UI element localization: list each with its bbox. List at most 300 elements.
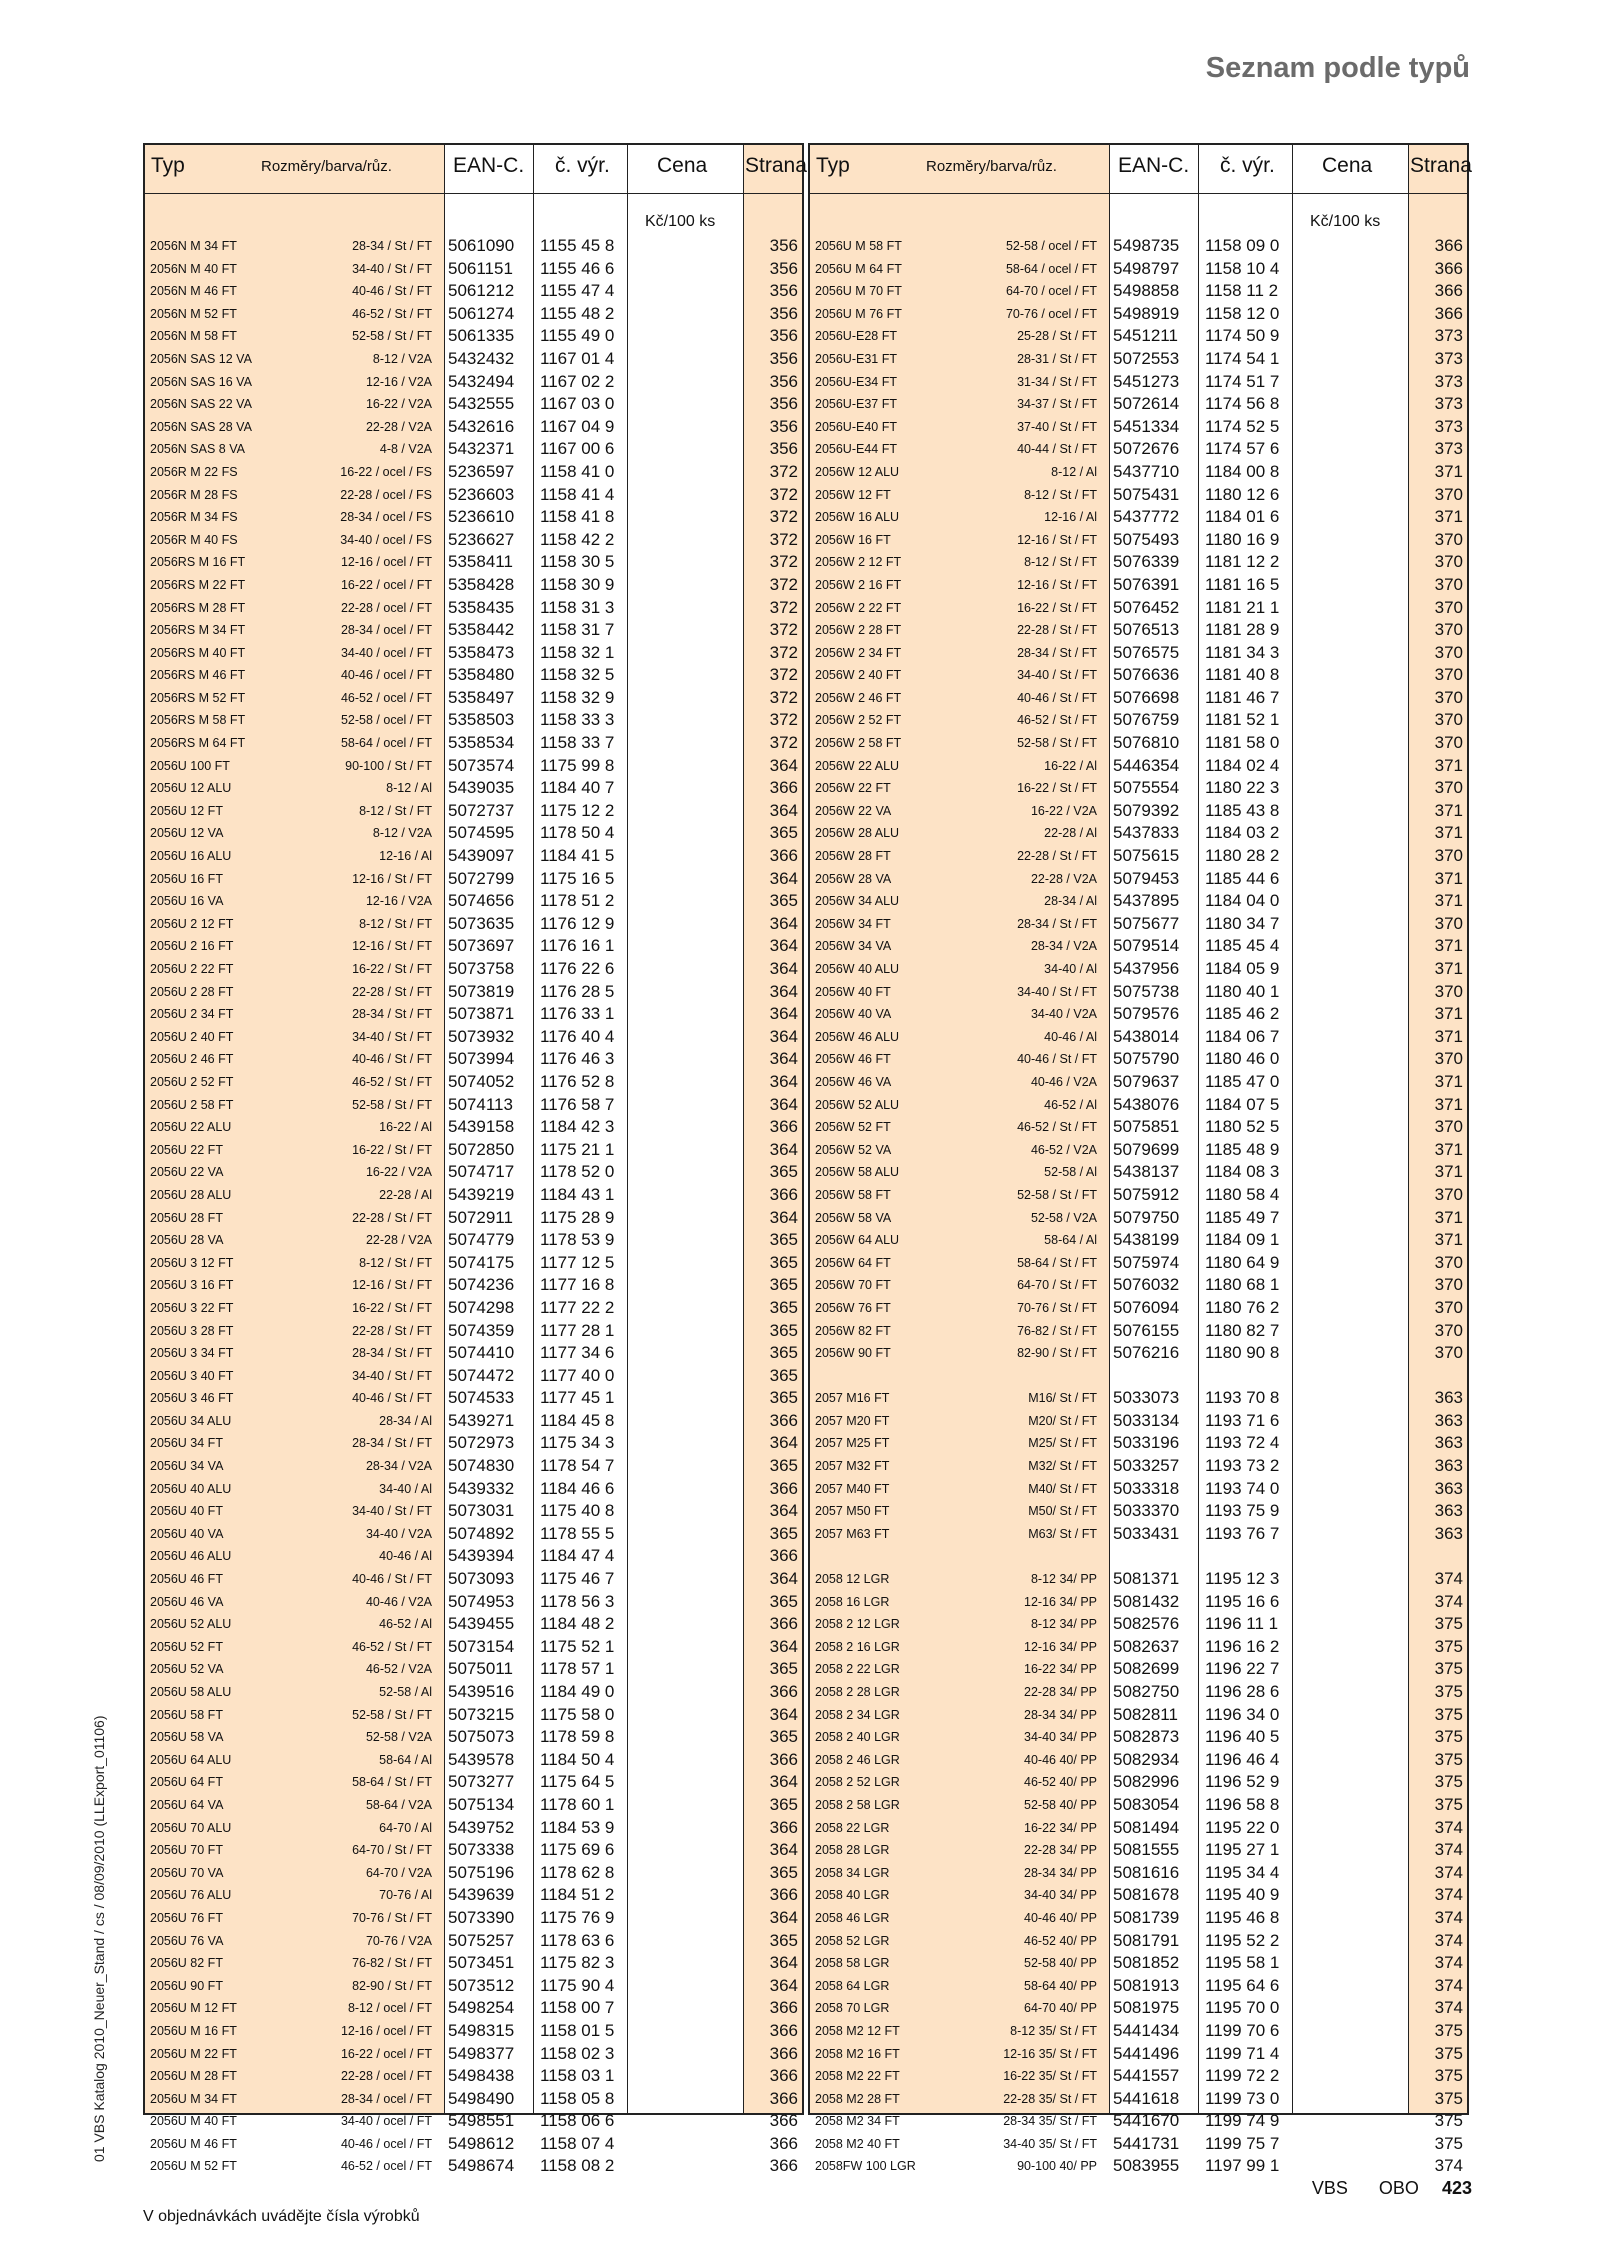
cell-cislo: 1185 45 4 — [1205, 936, 1280, 956]
table-row — [810, 1297, 1467, 1320]
cell-cislo: 1158 30 9 — [540, 574, 615, 594]
cell-typ: 2056U 22 VA — [150, 1165, 224, 1180]
cell-ean: 5073994 — [448, 1049, 515, 1069]
cell-ean: 5074113 — [448, 1094, 513, 1114]
cell-strana: 372 — [769, 574, 798, 594]
cell-ean: 5076094 — [1113, 1297, 1180, 1317]
header-typ: Typ — [151, 154, 185, 177]
cell-cislo: 1176 28 5 — [540, 981, 615, 1001]
cell-cislo: 1158 12 0 — [1205, 303, 1280, 323]
table-row — [145, 1975, 802, 1998]
cell-rozmery: 40-46 / St / FT — [1017, 1052, 1097, 1067]
cell-ean: 5439455 — [448, 1614, 515, 1634]
cell-cislo: 1180 40 1 — [1205, 981, 1280, 1001]
cell-rozmery: 82-90 / St / FT — [1017, 1346, 1097, 1361]
cell-typ: 2056W 64 FT — [815, 1255, 891, 1270]
cell-cislo: 1184 49 0 — [540, 1682, 615, 1701]
cell-cislo: 1184 09 1 — [1205, 1230, 1280, 1250]
header-cena: Cena — [1322, 154, 1373, 177]
cell-strana: 375 — [1434, 2088, 1463, 2108]
header-rozmery: Rozměry/barva/růz. — [926, 158, 1057, 175]
cell-strana: 371 — [1434, 1139, 1463, 1159]
cell-cislo: 1158 11 2 — [1205, 281, 1279, 301]
table-row — [145, 1794, 802, 1817]
table-row — [810, 280, 1467, 303]
header-typ: Typ — [816, 154, 850, 177]
cell-rozmery: 12-16 / St / FT — [352, 939, 432, 954]
cell-typ: 2056U M 34 FT — [150, 2091, 237, 2106]
cell-ean: 5358480 — [448, 665, 515, 685]
table-row — [145, 2110, 802, 2133]
cell-typ: 2058 52 LGR — [815, 1933, 890, 1948]
cell-rozmery: 52-58 / St / FT — [1017, 736, 1097, 751]
cell-typ: 2056U 34 VA — [150, 1459, 224, 1474]
cell-cislo: 1175 46 7 — [540, 1569, 615, 1589]
header-ean: EAN-C. — [1118, 154, 1190, 177]
cell-rozmery: 12-16 35/ St / FT — [1003, 2046, 1097, 2061]
cell-rozmery: 12-16 / V2A — [365, 894, 432, 909]
cell-cislo: 1185 43 8 — [1205, 800, 1280, 820]
cell-ean: 5075134 — [448, 1794, 515, 1814]
cell-ean: 5076339 — [1113, 552, 1180, 572]
cell-cislo: 1184 03 2 — [1205, 823, 1280, 843]
cell-cislo: 1176 22 6 — [540, 959, 615, 978]
cell-strana: 372 — [769, 665, 798, 685]
cell-cislo: 1158 06 6 — [540, 2111, 615, 2131]
table-row — [810, 1817, 1467, 1840]
cell-ean: 5073871 — [448, 1004, 515, 1024]
table-row — [810, 800, 1467, 823]
cell-ean: 5076216 — [1113, 1343, 1180, 1363]
cell-rozmery: 76-82 / St / FT — [352, 1956, 432, 1971]
cell-rozmery: 58-64 / ocel / FT — [340, 736, 432, 751]
cell-typ: 2056R M 40 FS — [150, 532, 238, 547]
cell-strana: 364 — [769, 1953, 798, 1973]
cell-typ: 2056U 12 VA — [150, 826, 224, 841]
cell-strana: 366 — [769, 1184, 798, 1204]
cell-ean: 5236610 — [448, 507, 515, 527]
cell-ean: 5082750 — [1113, 1682, 1180, 1701]
cell-strana: 375 — [1434, 1727, 1463, 1747]
cell-cislo: 1175 64 5 — [540, 1772, 615, 1792]
cell-typ: 2056U 28 ALU — [150, 1187, 232, 1202]
cell-cislo: 1177 16 8 — [540, 1275, 615, 1295]
cell-rozmery: 52-58 / Al — [379, 1685, 432, 1699]
cell-strana: 366 — [769, 2111, 798, 2131]
cell-rozmery: 25-28 / St / FT — [1017, 329, 1097, 344]
cell-cislo: 1174 54 1 — [1205, 348, 1280, 368]
table-row — [145, 1297, 802, 1320]
cell-strana: 363 — [1434, 1523, 1463, 1543]
table-row — [810, 506, 1467, 529]
cell-typ: 2056U 16 FT — [150, 871, 223, 886]
cell-typ: 2056W 2 52 FT — [815, 713, 902, 728]
cell-strana: 370 — [1434, 710, 1463, 730]
cell-rozmery: M50/ St / FT — [1028, 1504, 1097, 1519]
cell-cislo: 1196 16 2 — [1205, 1636, 1280, 1656]
cell-strana: 373 — [1434, 326, 1463, 346]
table-row — [810, 1320, 1467, 1343]
cell-cislo: 1158 33 7 — [540, 733, 615, 753]
cell-cislo: 1195 12 3 — [1205, 1569, 1280, 1589]
cell-typ: 2056W 52 ALU — [815, 1097, 900, 1112]
table-row — [810, 1229, 1467, 1252]
cell-ean: 5081913 — [1113, 1975, 1180, 1995]
table-row — [145, 280, 802, 303]
cell-strana: 371 — [1434, 461, 1463, 481]
cell-ean: 5441557 — [1113, 2066, 1180, 2086]
cell-cislo: 1174 51 7 — [1205, 371, 1280, 391]
cell-rozmery: 22-28 / V2A — [365, 419, 432, 434]
table-row — [145, 1094, 802, 1117]
table-row — [810, 2020, 1467, 2043]
cell-typ: 2058 12 LGR — [815, 1572, 890, 1587]
cell-strana: 375 — [1434, 2020, 1463, 2040]
cell-rozmery: 34-40 34/ PP — [1024, 1888, 1097, 1903]
cell-cislo: 1181 12 2 — [1205, 552, 1280, 572]
cell-typ: 2056RS M 34 FT — [150, 623, 246, 638]
cell-strana: 365 — [769, 823, 798, 843]
cell-ean: 5081494 — [1113, 1817, 1180, 1837]
cell-typ: 2058 2 46 LGR — [815, 1752, 900, 1767]
cell-typ: 2058 2 22 LGR — [815, 1662, 900, 1677]
cell-ean: 5033370 — [1113, 1501, 1180, 1521]
cell-cislo: 1176 16 1 — [540, 936, 615, 956]
cell-cislo: 1178 63 6 — [540, 1930, 615, 1950]
table-row — [145, 1048, 802, 1071]
cell-strana: 371 — [1434, 936, 1463, 956]
cell-ean: 5073338 — [448, 1840, 515, 1860]
table-row — [145, 1320, 802, 1343]
cell-ean: 5439639 — [448, 1885, 515, 1905]
cell-ean: 5074953 — [448, 1591, 515, 1611]
cell-strana: 365 — [769, 1388, 798, 1408]
cell-typ: 2056N M 34 FT — [150, 239, 237, 253]
rows-left — [145, 235, 802, 2178]
cell-cislo: 1176 40 4 — [540, 1026, 615, 1046]
cell-ean: 5075554 — [1113, 778, 1180, 798]
cell-strana: 371 — [1434, 1230, 1463, 1250]
cell-strana: 371 — [1434, 868, 1463, 888]
cell-cislo: 1158 30 5 — [540, 552, 615, 572]
cell-ean: 5075738 — [1113, 981, 1180, 1001]
cell-rozmery: 8-12 / ocel / FT — [347, 2001, 432, 2016]
cell-rozmery: 8-12 / V2A — [372, 826, 432, 841]
cell-strana: 366 — [769, 778, 798, 798]
cell-rozmery: 8-12 / St / FT — [1024, 555, 1097, 570]
table-row — [145, 687, 802, 710]
table-row — [810, 619, 1467, 642]
table-row — [145, 1749, 802, 1772]
cell-typ: 2056U M 58 FT — [815, 239, 902, 253]
table-row — [810, 732, 1467, 755]
cell-cislo: 1178 62 8 — [540, 1862, 615, 1882]
cell-typ: 2056N M 46 FT — [150, 284, 237, 299]
cell-cislo: 1184 50 4 — [540, 1749, 615, 1769]
cell-cislo: 1180 22 3 — [1205, 778, 1280, 798]
cell-rozmery: 46-52 / St / FT — [1017, 713, 1097, 728]
cell-rozmery: 22-28 / St / FT — [1017, 623, 1097, 638]
cell-rozmery: M20/ St / FT — [1028, 1413, 1097, 1428]
cell-ean: 5033073 — [1113, 1388, 1180, 1408]
cell-strana: 370 — [1434, 687, 1463, 707]
table-row — [810, 981, 1467, 1004]
cell-ean: 5076575 — [1113, 642, 1180, 662]
cell-typ: 2056W 2 22 FT — [815, 600, 902, 615]
cell-rozmery: 40-46 40/ PP — [1024, 1752, 1097, 1767]
cell-typ: 2058 2 34 LGR — [815, 1707, 900, 1722]
cell-strana: 375 — [1434, 2043, 1463, 2063]
cell-cislo: 1158 42 2 — [540, 529, 615, 549]
cell-strana: 363 — [1434, 1478, 1463, 1498]
cell-cislo: 1195 70 0 — [1205, 1998, 1280, 2018]
cell-cislo: 1180 64 9 — [1205, 1252, 1280, 1272]
cell-typ: 2056W 22 ALU — [815, 758, 900, 773]
cell-strana: 374 — [1434, 2156, 1463, 2176]
cell-cislo: 1177 12 5 — [540, 1252, 615, 1272]
cell-ean: 5061151 — [448, 258, 513, 278]
cell-strana: 370 — [1434, 1275, 1463, 1295]
cell-typ: 2056N SAS 8 VA — [150, 442, 245, 457]
table-row — [810, 913, 1467, 936]
cell-rozmery: 40-46 / V2A — [1030, 1074, 1097, 1089]
cell-rozmery: 12-16 / St / FT — [1017, 532, 1097, 547]
cell-rozmery: 46-52 / ocel / FT — [340, 2159, 432, 2174]
table-row — [145, 664, 802, 687]
table-row — [810, 1568, 1467, 1591]
cell-ean: 5451211 — [1113, 326, 1178, 346]
cell-rozmery: 28-34 34/ PP — [1024, 1707, 1097, 1722]
cell-strana: 373 — [1434, 394, 1463, 414]
table-row — [810, 529, 1467, 552]
cell-ean: 5236627 — [448, 529, 515, 549]
cell-rozmery: 16-22 34/ PP — [1024, 1820, 1097, 1835]
cell-typ: 2058 2 28 LGR — [815, 1685, 900, 1699]
cell-typ: 2056U 3 46 FT — [150, 1391, 234, 1406]
table-row — [810, 1365, 1467, 1388]
cell-ean: 5081555 — [1113, 1840, 1180, 1860]
cell-typ: 2056U M 46 FT — [150, 2136, 237, 2151]
cell-ean: 5498919 — [1113, 303, 1180, 323]
cell-strana: 371 — [1434, 755, 1463, 775]
table-row — [145, 393, 802, 416]
table-row — [145, 1342, 802, 1365]
cell-rozmery: 16-22 / ocel / FT — [340, 577, 432, 592]
cell-cislo: 1155 45 8 — [540, 236, 615, 255]
cell-rozmery: 64-70 / Al — [379, 1820, 432, 1835]
table-row — [145, 1432, 802, 1455]
cell-typ: 2056U 22 FT — [150, 1142, 223, 1157]
cell-cislo: 1158 07 4 — [540, 2133, 615, 2153]
table-row — [145, 235, 802, 258]
cell-ean: 5358534 — [448, 733, 515, 753]
cell-strana: 374 — [1434, 1907, 1463, 1927]
cell-strana: 364 — [769, 755, 798, 775]
cell-strana: 365 — [769, 1727, 798, 1747]
cell-ean: 5083955 — [1113, 2156, 1180, 2176]
cell-rozmery: 40-46 / Al — [379, 1549, 432, 1564]
cell-cislo: 1178 53 9 — [540, 1230, 615, 1250]
cell-strana: 356 — [769, 236, 798, 255]
table-row — [145, 1636, 802, 1659]
cell-rozmery: 28-34 / St / FT — [352, 1007, 432, 1022]
cell-ean: 5439271 — [448, 1410, 515, 1430]
cell-rozmery: 12-16 / St / FT — [1017, 577, 1097, 592]
cell-ean: 5033257 — [1113, 1456, 1180, 1476]
cell-rozmery: 64-70 40/ PP — [1024, 2001, 1097, 2016]
cell-typ: 2056U 40 FT — [150, 1504, 223, 1519]
table-row — [810, 642, 1467, 665]
cell-typ: 2056W 70 FT — [815, 1278, 891, 1293]
cell-typ: 2056W 40 ALU — [815, 962, 900, 976]
cell-typ: 2058 16 LGR — [815, 1594, 890, 1609]
cell-strana: 356 — [769, 348, 798, 368]
cell-typ: 2056R M 28 FS — [150, 487, 238, 502]
table-row — [810, 1884, 1467, 1907]
cell-strana: 372 — [769, 597, 798, 617]
cell-cislo: 1193 76 7 — [1205, 1523, 1280, 1543]
cell-rozmery: 52-58 / V2A — [1030, 1210, 1097, 1225]
cell-strana: 365 — [769, 1297, 798, 1317]
cell-typ: 2056U 40 VA — [150, 1526, 224, 1541]
cell-strana: 364 — [769, 1071, 798, 1091]
cell-rozmery: 34-40 / ocel / FT — [340, 2114, 432, 2129]
cell-strana: 356 — [769, 326, 798, 346]
cell-strana: 374 — [1434, 1569, 1463, 1589]
cell-typ: 2056W 52 FT — [815, 1120, 891, 1135]
cell-cislo: 1184 51 2 — [540, 1885, 615, 1905]
cell-strana: 366 — [769, 846, 798, 866]
cell-ean: 5083054 — [1113, 1794, 1180, 1814]
table-row — [810, 371, 1467, 394]
cell-ean: 5074595 — [448, 823, 515, 843]
table-row — [810, 1794, 1467, 1817]
cell-strana: 366 — [769, 1478, 798, 1498]
cell-ean: 5033134 — [1113, 1410, 1180, 1430]
cell-strana: 364 — [769, 936, 798, 956]
cell-rozmery: 52-58 40/ PP — [1024, 1797, 1097, 1812]
cell-ean: 5079392 — [1113, 800, 1180, 820]
table-row — [810, 1342, 1467, 1365]
table-row — [145, 484, 802, 507]
cell-rozmery: M16/ St / FT — [1028, 1391, 1097, 1406]
table-row — [145, 574, 802, 597]
cell-strana: 372 — [769, 733, 798, 753]
cell-strana: 364 — [769, 1772, 798, 1792]
cell-ean: 5073031 — [448, 1501, 515, 1521]
cell-ean: 5358428 — [448, 574, 515, 594]
table-row — [145, 2020, 802, 2043]
table-row — [810, 2110, 1467, 2133]
cell-typ: 2057 M50 FT — [815, 1504, 890, 1519]
cell-rozmery: 52-58 / Al — [1044, 1165, 1097, 1180]
cell-cislo: 1195 22 0 — [1205, 1817, 1280, 1837]
table-row — [810, 2088, 1467, 2111]
cell-rozmery: 40-46 / Al — [1044, 1029, 1097, 1044]
cell-typ: 2056W 22 FT — [815, 781, 891, 796]
cell-strana: 365 — [769, 1162, 798, 1182]
cell-rozmery: 16-22 / V2A — [365, 397, 432, 412]
cell-ean: 5432371 — [448, 439, 515, 459]
cell-rozmery: 46-52 / St / FT — [1017, 1120, 1097, 1135]
cell-ean: 5432616 — [448, 416, 515, 436]
cell-strana: 371 — [1434, 891, 1463, 911]
table-header — [145, 145, 807, 194]
cell-rozmery: 4-8 / V2A — [379, 442, 432, 457]
cell-cislo: 1178 50 4 — [540, 823, 615, 843]
table-row — [810, 303, 1467, 326]
cell-cislo: 1167 00 6 — [540, 439, 615, 459]
table-row — [810, 1252, 1467, 1275]
cell-ean: 5081678 — [1113, 1885, 1180, 1905]
cell-typ: 2056U 52 FT — [150, 1639, 223, 1654]
cell-typ: 2057 M63 FT — [815, 1526, 890, 1541]
cell-typ: 2057 M25 FT — [815, 1436, 890, 1451]
cell-rozmery: 40-46 / St / FT — [1017, 690, 1097, 705]
cell-ean: 5446354 — [1113, 755, 1180, 775]
cell-strana: 364 — [769, 1569, 798, 1589]
cell-rozmery: 22-28 34/ PP — [1024, 1685, 1097, 1699]
cell-cislo: 1167 03 0 — [540, 394, 615, 414]
table-row — [145, 619, 802, 642]
cell-rozmery: 90-100 / St / FT — [345, 758, 432, 773]
cell-cislo: 1175 21 1 — [540, 1139, 615, 1159]
cell-ean: 5073697 — [448, 936, 515, 956]
cell-strana: 372 — [769, 552, 798, 572]
cell-ean: 5438014 — [1113, 1026, 1180, 1046]
table-row — [810, 1930, 1467, 1953]
table-row — [145, 777, 802, 800]
table-row — [145, 935, 802, 958]
table-row — [810, 551, 1467, 574]
cell-ean: 5438137 — [1113, 1162, 1180, 1182]
cell-typ: 2056W 22 VA — [815, 803, 892, 818]
cell-typ: 2056W 28 VA — [815, 871, 892, 886]
cell-ean: 5074779 — [448, 1230, 515, 1250]
cell-ean: 5075431 — [1113, 484, 1180, 504]
cell-rozmery: 34-40 / Al — [1044, 962, 1097, 976]
table-row — [145, 822, 802, 845]
cell-rozmery: 34-40 34/ PP — [1024, 1730, 1097, 1745]
cell-cislo: 1180 68 1 — [1205, 1275, 1280, 1295]
cell-typ: 2056W 58 VA — [815, 1210, 892, 1225]
cell-rozmery: 16-22 / St / FT — [1017, 600, 1097, 615]
cell-ean: 5358435 — [448, 597, 515, 617]
cell-typ: 2056W 2 46 FT — [815, 690, 902, 705]
cell-ean: 5033431 — [1113, 1523, 1180, 1543]
cell-ean: 5075011 — [448, 1659, 513, 1679]
table-row — [810, 1975, 1467, 1998]
table-row — [145, 325, 802, 348]
cell-rozmery: 40-46 / St / FT — [352, 1391, 432, 1406]
cell-cislo: 1195 40 9 — [1205, 1885, 1280, 1905]
cell-typ: 2056U M 12 FT — [150, 2001, 237, 2016]
cell-rozmery: 28-34 / St / FT — [352, 239, 432, 253]
cell-cislo: 1184 40 7 — [540, 778, 615, 798]
cell-ean: 5358497 — [448, 687, 515, 707]
cell-cislo: 1184 47 4 — [540, 1546, 615, 1566]
cell-cislo: 1180 58 4 — [1205, 1184, 1280, 1204]
table-row — [810, 1071, 1467, 1094]
cell-typ: 2056R M 34 FS — [150, 510, 238, 525]
cell-cislo: 1181 28 9 — [1205, 620, 1280, 640]
table-row — [810, 258, 1467, 281]
cell-typ: 2056U 76 ALU — [150, 1888, 232, 1903]
cell-typ: 2056RS M 22 FT — [150, 577, 246, 592]
cell-strana: 374 — [1434, 1975, 1463, 1995]
cell-typ: 2058 64 LGR — [815, 1978, 890, 1993]
side-text: 01 VBS Katalog 2010_Neuer_Stand / cs / 08/09/2010 (LLExport_01106) — [91, 1715, 107, 2162]
